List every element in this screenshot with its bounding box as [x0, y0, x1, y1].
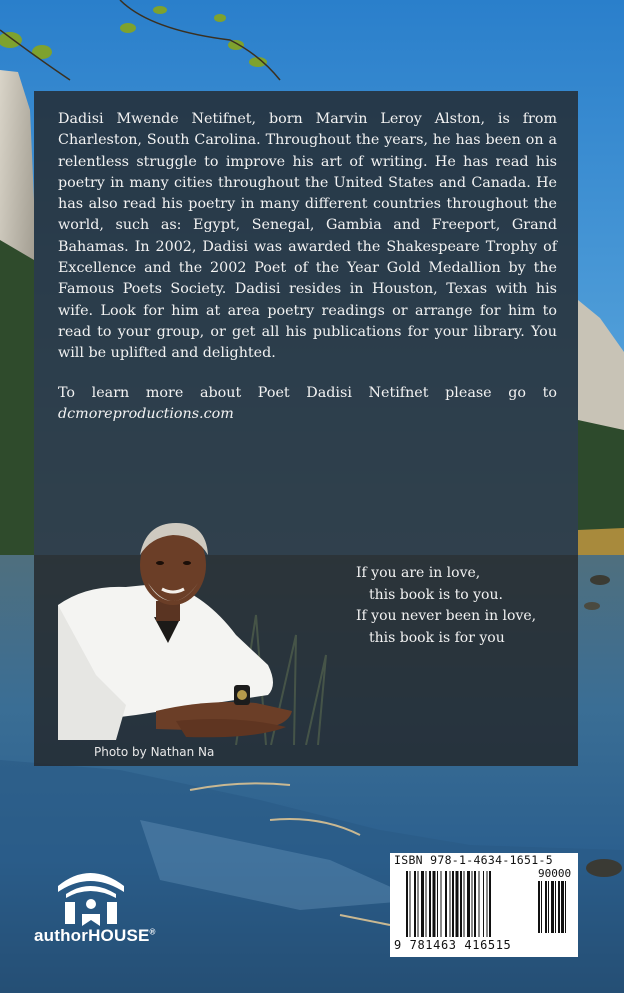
isbn-text: ISBN 978-1-4634-1651-5	[394, 853, 553, 867]
publisher-name	[34, 926, 156, 946]
ean-digits: 9 781463 416515	[394, 938, 512, 952]
poem-line: this book is to you.	[369, 586, 503, 603]
poem	[356, 563, 536, 649]
publisher-brand: authorHOUSE	[34, 926, 150, 945]
price-code: 90000	[538, 867, 572, 880]
poem-line: this book is for you	[369, 629, 505, 646]
website-link[interactable]: dcmoreproductions.com	[58, 406, 234, 423]
author-bio: Dadisi Mwende Netifnet, born Marvin Leroy Alston, is from Charleston, South Carolina. Throughout the years, he has been on a relentless struggle to improve his art of writing. He has read his poetry in many cities throughout the United States and Canada. He has also read his poetry in many different countries throughout the world, such as: Egypt, Senegal, Gambia and Freeport, Grand Bahamas. In 2002, Dadisi was awarded the Shakespeare Trophy of Excellence and the 2002 Poet of the Year Gold Medallion by the Famous Poets Society. Dadisi resides in Houston, Texas with his wife. Look for him at area poetry readings or arrange for him to read to your group, or get all his publications for your library. You will be uplifted and delighted.	[58, 111, 557, 362]
photo-credit: Photo by Nathan Na	[94, 745, 215, 759]
poem-line: If you are in love,	[356, 565, 481, 581]
registered-mark: ®	[149, 927, 156, 937]
author-photo	[56, 515, 356, 745]
poem-line: If you never been in love,	[356, 608, 537, 625]
learn-more-label: To learn more about Poet Dadisi Netifnet please go to	[58, 385, 557, 401]
learn-more-text	[58, 383, 557, 426]
